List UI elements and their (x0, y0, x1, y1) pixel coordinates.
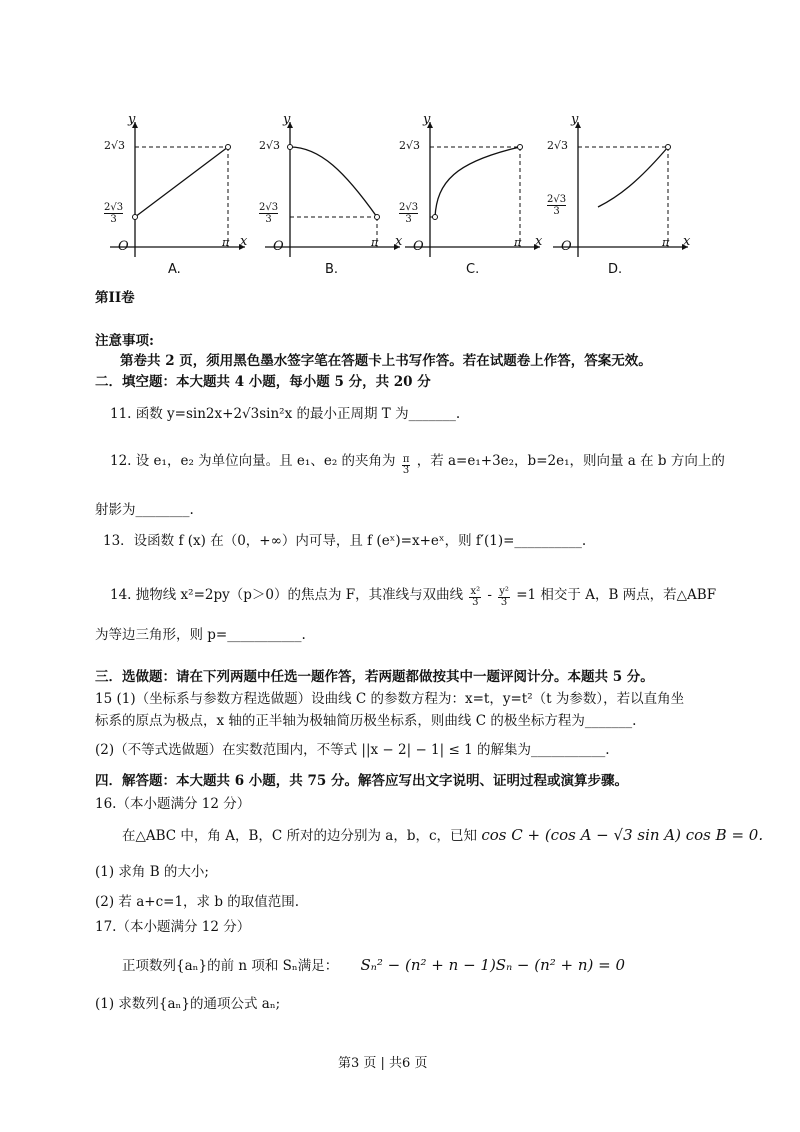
question-16-text: 在△ABC 中，角 A，B，C 所对的边分别为 a，b，c，已知 (122, 828, 478, 844)
y-axis-label: y (283, 112, 291, 127)
y-axis-label: y (423, 112, 431, 127)
question-11: 11. 函数 y=sin2x+2√3sin²x 的最小正周期 T 为_______. (110, 406, 461, 422)
question-16-formula: cos C + (cos A − √3 sin A) cos B = 0. (481, 826, 764, 844)
y-axis-label: y (128, 112, 136, 127)
section-optional-title: 三．选做题：请在下列两题中任选一题作答，若两题都做按其中一题评阅计分。本题共 5 分。 (95, 669, 654, 685)
top-tick-label: 2√3 (547, 139, 569, 152)
top-tick-label: 2√3 (104, 139, 126, 152)
graph-caption-a: A. (168, 262, 181, 277)
page-footer: 第3 页 | 共6 页 (338, 1056, 428, 1071)
question-15-line2: 标系的原点为极点，x 轴的正半轴为极轴简历极坐标系，则曲线 C 的极坐标方程为_______. (95, 713, 637, 729)
graph-b (259, 112, 405, 262)
question-14-line1 (110, 586, 716, 608)
question-17-part1: (1) 求数列{aₙ}的通项公式 aₙ; (95, 996, 281, 1012)
question-17-formula: Sₙ² − (n² + n − 1)Sₙ − (n² + n) = 0 (360, 956, 626, 974)
low-tick-label: 2√3 3 (547, 194, 567, 217)
section-fill-in-title: 二．填空题：本大题共 4 小题，每小题 5 分，共 20 分 (95, 374, 431, 390)
question-12-text-a: 12. 设 e₁，e₂ 为单位向量。且 e₁、e₂ 的夹角为 (110, 453, 396, 469)
section-solution-title: 四．解答题：本大题共 6 小题，共 75 分。解答应写出文字说明、证明过程或演算步骤。 (95, 773, 628, 789)
y-axis-label: y (571, 112, 579, 127)
question-13: 13．设函数 f (x) 在（0，+∞）内可导，且 f (eˣ)=x+eˣ，则 f′(1)=__________. (103, 533, 587, 549)
question-15-line3: (2)（不等式选做题）在实数范围内，不等式 ||x − 2| − 1| ≤ 1 的解集为___________. (95, 742, 610, 758)
low-tick-label: 2√3 3 (259, 202, 279, 225)
graph-caption-c: C. (466, 262, 480, 277)
question-17-body (122, 956, 625, 975)
origin-label: O (118, 239, 129, 254)
graph-caption-b: B. (325, 262, 339, 277)
low-tick-label: 2√3 3 (104, 202, 124, 225)
origin-label: O (561, 239, 572, 254)
question-14-line2: 为等边三角形，则 p=___________. (95, 627, 306, 643)
low-tick-label: 2√3 3 (399, 202, 419, 225)
question-14-text-a: 14. 抛物线 x²=2py（p＞0）的焦点为 F，其准线与双曲线 (110, 587, 464, 603)
x-axis-label: x (240, 234, 248, 249)
pi-label: π (662, 236, 670, 249)
hyperbola-fraction-x: $\frac{\text{x²}}{3}$ (470, 586, 481, 608)
part-title: 第II卷 (95, 290, 135, 306)
x-axis-label: x (683, 234, 691, 249)
notice-text: 第卷共 2 页，须用黑色墨水签字笔在答题卡上书写作答。若在试题卷上作答，答案无效。 (120, 353, 652, 369)
origin-label: O (413, 239, 424, 254)
pi-label: π (514, 236, 522, 249)
question-12-line2: 射影为________. (95, 502, 194, 518)
x-axis-label: x (395, 234, 403, 249)
question-12-text-b: ，若 a=e₁+3e₂，b=2e₁，则向量 a 在 b 方向上的 (416, 453, 725, 469)
question-15-line1: 15 (1)（坐标系与参数方程选做题）设曲线 C 的参数方程为：x=t，y=t²（t 为参数），若以直角坐 (95, 691, 685, 707)
question-12-angle-fraction: $\frac{\pi}{3}$ (402, 454, 410, 476)
origin-label: O (273, 239, 284, 254)
question-17-head: 17.（本小题满分 12 分） (95, 919, 251, 935)
top-tick-label: 2√3 (259, 139, 281, 152)
question-16-part2: (2) 若 a+c=1，求 b 的取值范围. (95, 894, 300, 910)
pi-label: π (371, 236, 379, 249)
question-16-part1: (1) 求角 B 的大小; (95, 864, 209, 880)
question-17-text: 正项数列{aₙ}的前 n 项和 Sₙ满足： (122, 958, 339, 974)
top-tick-label: 2√3 (399, 139, 421, 152)
x-axis-label: x (535, 234, 543, 249)
graph-caption-d: D. (608, 262, 623, 277)
graph-c (399, 112, 545, 262)
minus-sign: - (487, 587, 492, 603)
pi-label: π (222, 236, 230, 249)
graph-d (547, 112, 693, 262)
question-14-text-b: =1 相交于 A，B 两点，若△ABF (516, 587, 717, 603)
hyperbola-fraction-y: $\frac{\text{y²}}{3}$ (499, 586, 509, 608)
graph-a (104, 112, 250, 262)
question-12-line1 (110, 452, 725, 476)
question-16-head: 16.（本小题满分 12 分） (95, 796, 251, 812)
question-16-body (122, 826, 763, 845)
notice-title: 注意事项: (95, 333, 154, 349)
